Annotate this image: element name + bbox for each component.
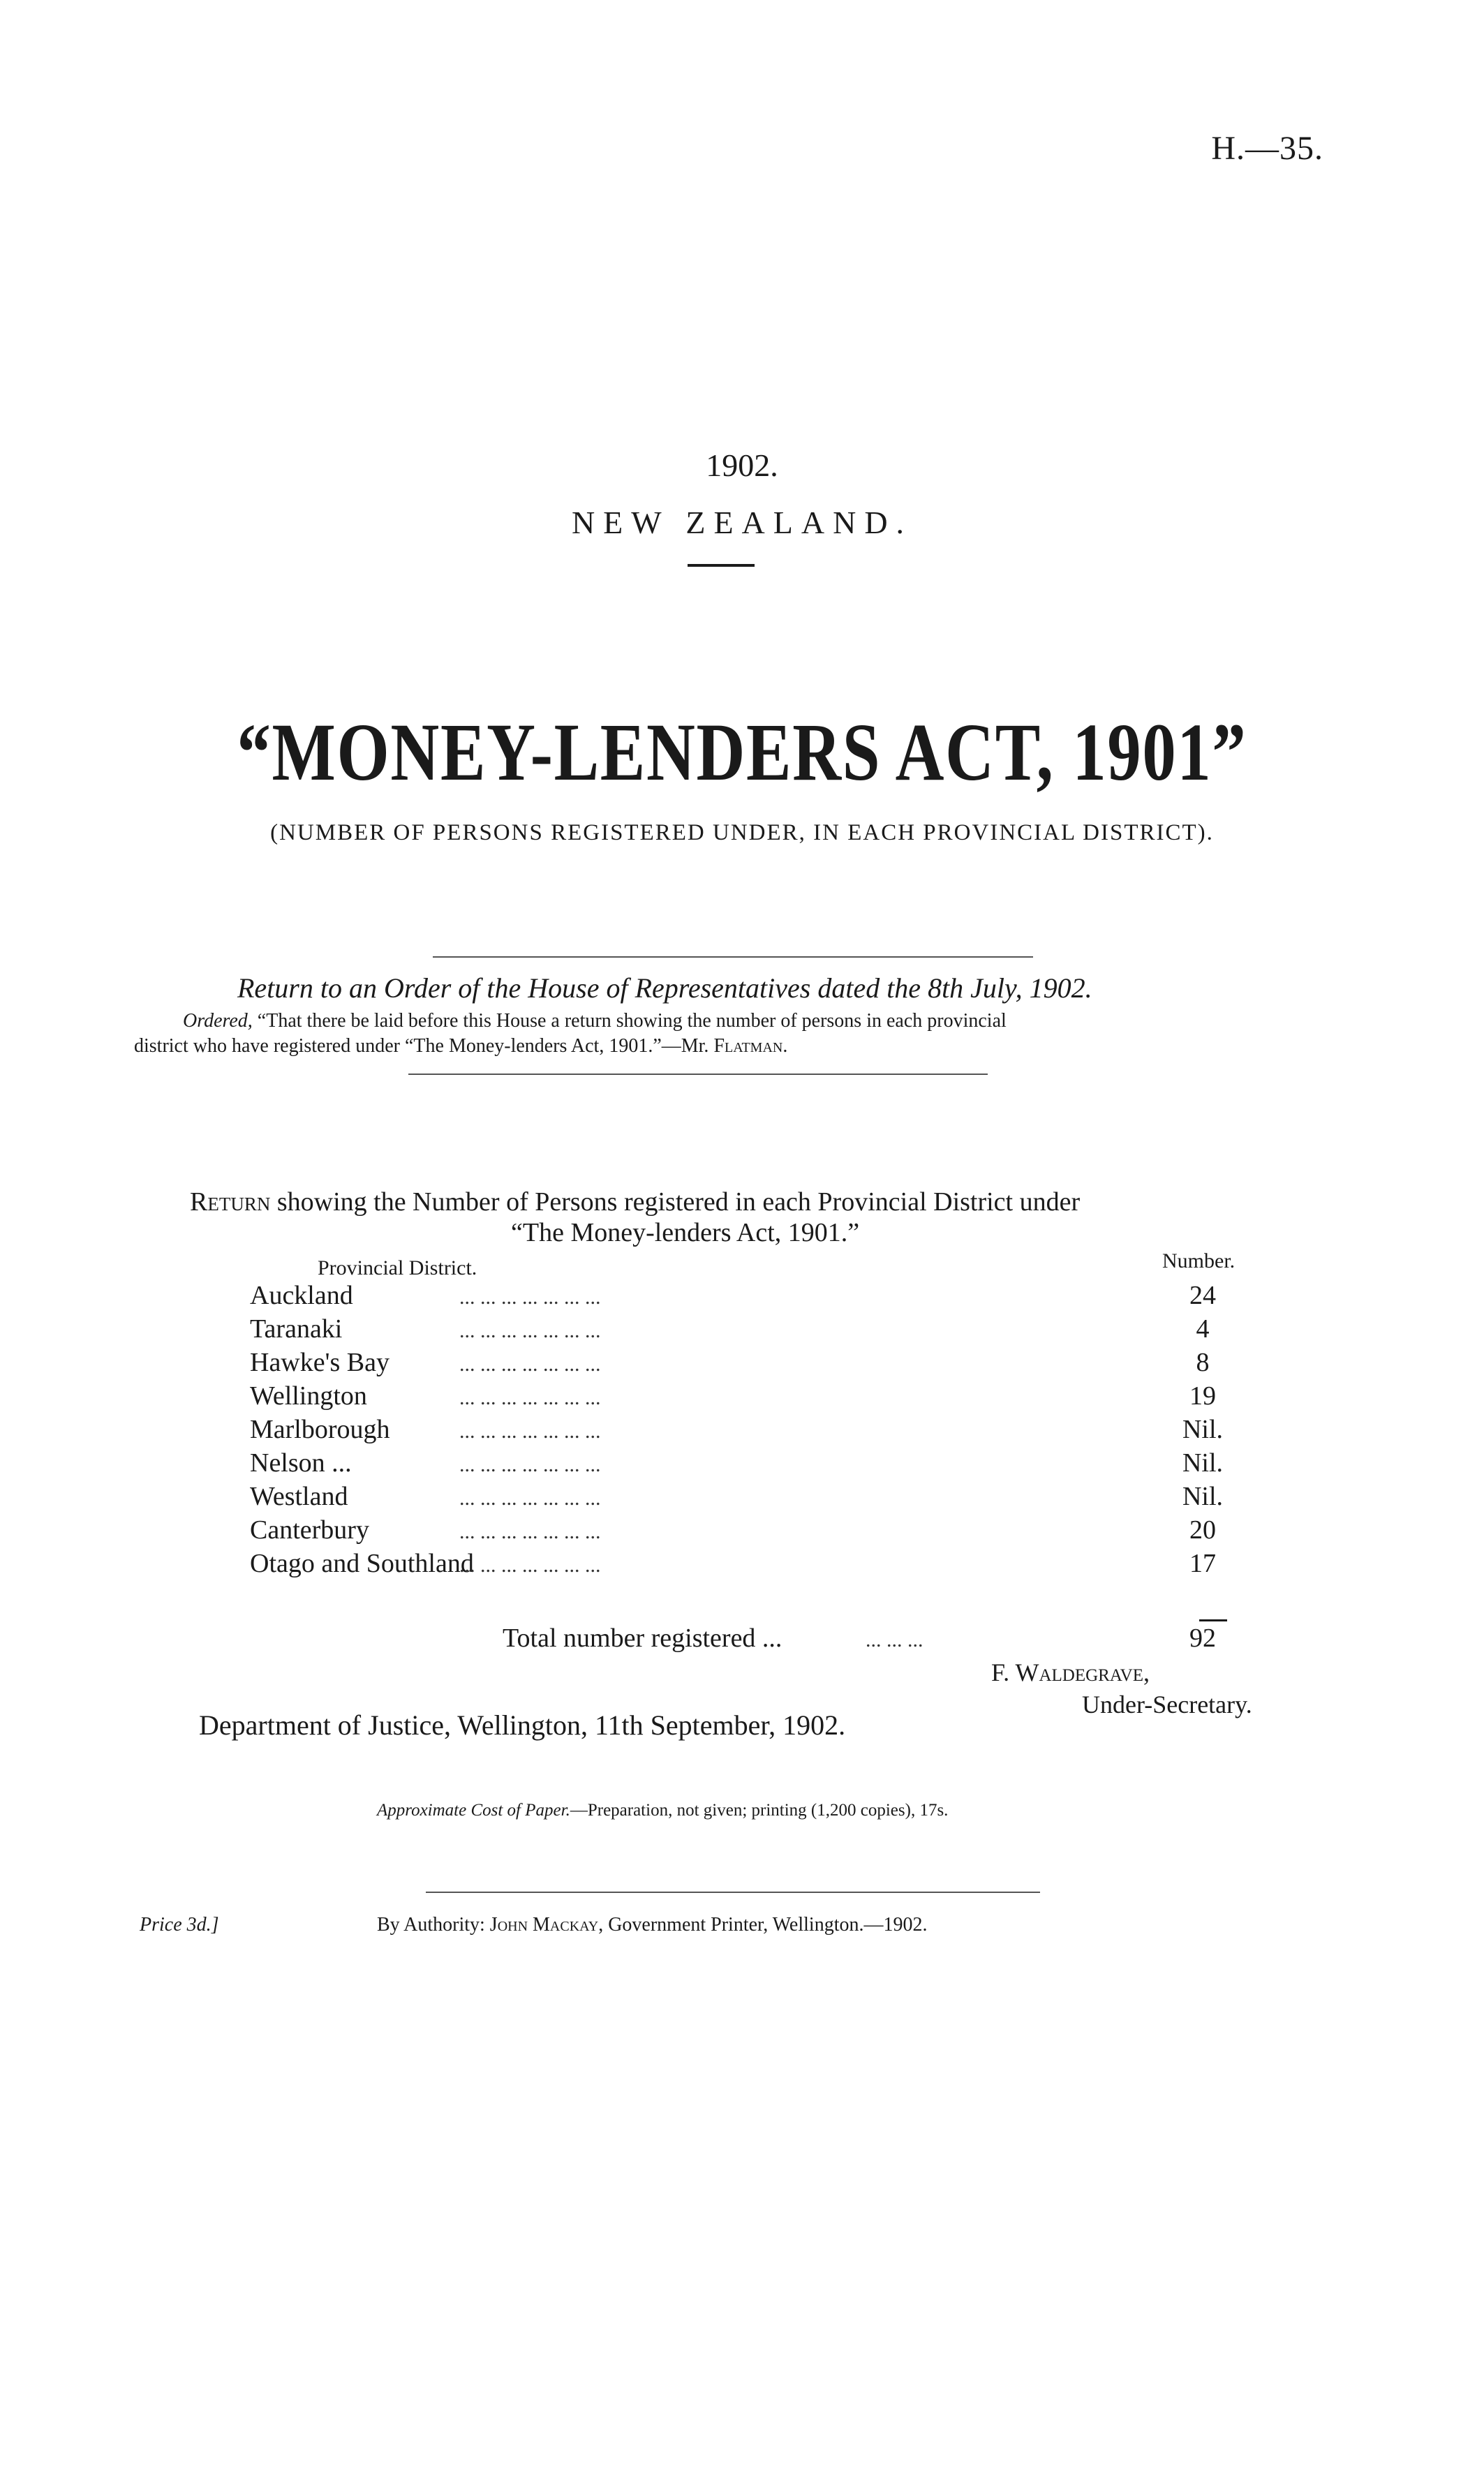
table-row bbox=[250, 1448, 1241, 1481]
price-note: Price 3d.] bbox=[140, 1914, 219, 1936]
authority-line bbox=[377, 1914, 927, 1936]
document-subtitle: (NUMBER OF PERSONS REGISTERED UNDER, IN EACH PROVINCIAL DISTRICT). bbox=[270, 820, 1214, 845]
signatory-block bbox=[991, 1658, 1252, 1719]
ordered-word: Ordered, bbox=[183, 1010, 253, 1032]
document-year: 1902. bbox=[706, 447, 778, 483]
district-name: Auckland bbox=[250, 1281, 353, 1310]
total-rule bbox=[1199, 1619, 1227, 1621]
country-heading: NEW ZEALAND. bbox=[571, 505, 913, 540]
authority-suffix: , Government Printer, Wellington.—1902. bbox=[598, 1914, 928, 1936]
signatory-title: Under-Secretary. bbox=[1082, 1691, 1252, 1718]
authority-prefix: By Authority: bbox=[377, 1914, 490, 1936]
district-name: Taranaki bbox=[250, 1314, 343, 1344]
district-name: Wellington bbox=[250, 1381, 367, 1411]
leader-dots: ... ... ... ... ... ... ... bbox=[459, 1520, 601, 1543]
cost-label: Approximate Cost of Paper. bbox=[377, 1801, 570, 1820]
district-table-body bbox=[250, 1280, 1241, 1582]
table-row bbox=[250, 1280, 1241, 1314]
table-row bbox=[250, 1481, 1241, 1515]
district-name: Westland bbox=[250, 1482, 348, 1511]
table-row bbox=[250, 1414, 1241, 1448]
total-row bbox=[503, 1623, 1241, 1654]
signatory-name: F. Waldegrave, bbox=[991, 1658, 1150, 1686]
leader-dots: ... ... ... ... ... ... ... bbox=[459, 1386, 601, 1409]
total-value: 92 bbox=[1189, 1624, 1216, 1653]
divider-rule bbox=[433, 956, 1033, 958]
leader-dots: ... ... ... bbox=[866, 1628, 923, 1651]
department-line: Department of Justice, Wellington, 11th September, 1902. bbox=[199, 1709, 846, 1741]
ordered-paragraph bbox=[134, 1009, 1328, 1059]
table-row bbox=[250, 1314, 1241, 1347]
page-reference: H.—35. bbox=[1211, 130, 1323, 167]
table-heading bbox=[190, 1187, 1293, 1248]
district-number: Nil. bbox=[1182, 1482, 1224, 1511]
printer-name: John Mackay bbox=[489, 1914, 599, 1936]
decorative-rule bbox=[688, 564, 755, 567]
district-number: 17 bbox=[1189, 1549, 1216, 1578]
district-name: Nelson ... bbox=[250, 1448, 352, 1478]
district-number: 19 bbox=[1189, 1381, 1216, 1411]
column-header-number: Number. bbox=[1162, 1249, 1236, 1272]
mover-name: Flatman. bbox=[713, 1035, 788, 1057]
leader-dots: ... ... ... ... ... ... ... bbox=[459, 1286, 601, 1309]
cost-text: —Preparation, not given; printing (1,200 copies), 17s. bbox=[570, 1801, 949, 1820]
ordered-text-2: district who have registered under “The Money-lenders Act, 1901.”—Mr. bbox=[134, 1035, 714, 1057]
document-title: “MONEY-LENDERS ACT, 1901” bbox=[237, 706, 1247, 798]
district-number: 4 bbox=[1196, 1314, 1210, 1344]
table-row bbox=[250, 1347, 1241, 1381]
ordered-text-1: “That there be laid before this House a return showing the number of persons in each provincial bbox=[252, 1010, 1007, 1032]
table-row bbox=[250, 1515, 1241, 1548]
leader-dots: ... ... ... ... ... ... ... bbox=[459, 1319, 601, 1342]
table-heading-line-1: showing the Number of Persons registered in each Provincial District under bbox=[270, 1187, 1081, 1217]
table-heading-first-word: Return bbox=[190, 1187, 271, 1217]
return-order-line: Return to an Order of the House of Representatives dated the 8th July, 1902. bbox=[237, 972, 1092, 1004]
leader-dots: ... ... ... ... ... ... ... bbox=[459, 1453, 601, 1476]
district-number: Nil. bbox=[1182, 1448, 1224, 1478]
divider-rule bbox=[408, 1074, 988, 1075]
district-name: Otago and Southland bbox=[250, 1549, 474, 1578]
district-number: Nil. bbox=[1182, 1415, 1224, 1444]
leader-dots: ... ... ... ... ... ... ... bbox=[459, 1353, 601, 1376]
column-header-district: Provincial District. bbox=[318, 1256, 477, 1279]
leader-dots: ... ... ... ... ... ... ... bbox=[459, 1487, 601, 1510]
district-name: Hawke's Bay bbox=[250, 1348, 389, 1377]
leader-dots: ... ... ... ... ... ... ... bbox=[459, 1554, 601, 1577]
table-row bbox=[250, 1548, 1241, 1582]
district-name: Canterbury bbox=[250, 1515, 369, 1545]
leader-dots: ... ... ... ... ... ... ... bbox=[459, 1420, 601, 1443]
table-heading-line-2: “The Money-lenders Act, 1901.” bbox=[511, 1218, 860, 1247]
district-number: 24 bbox=[1189, 1281, 1216, 1310]
cost-line bbox=[377, 1801, 948, 1820]
table-row bbox=[250, 1381, 1241, 1414]
district-name: Marlborough bbox=[250, 1415, 390, 1444]
district-number: 20 bbox=[1189, 1515, 1216, 1545]
total-label: Total number registered ... bbox=[503, 1624, 782, 1653]
district-number: 8 bbox=[1196, 1348, 1210, 1377]
footer-rule bbox=[426, 1892, 1040, 1893]
